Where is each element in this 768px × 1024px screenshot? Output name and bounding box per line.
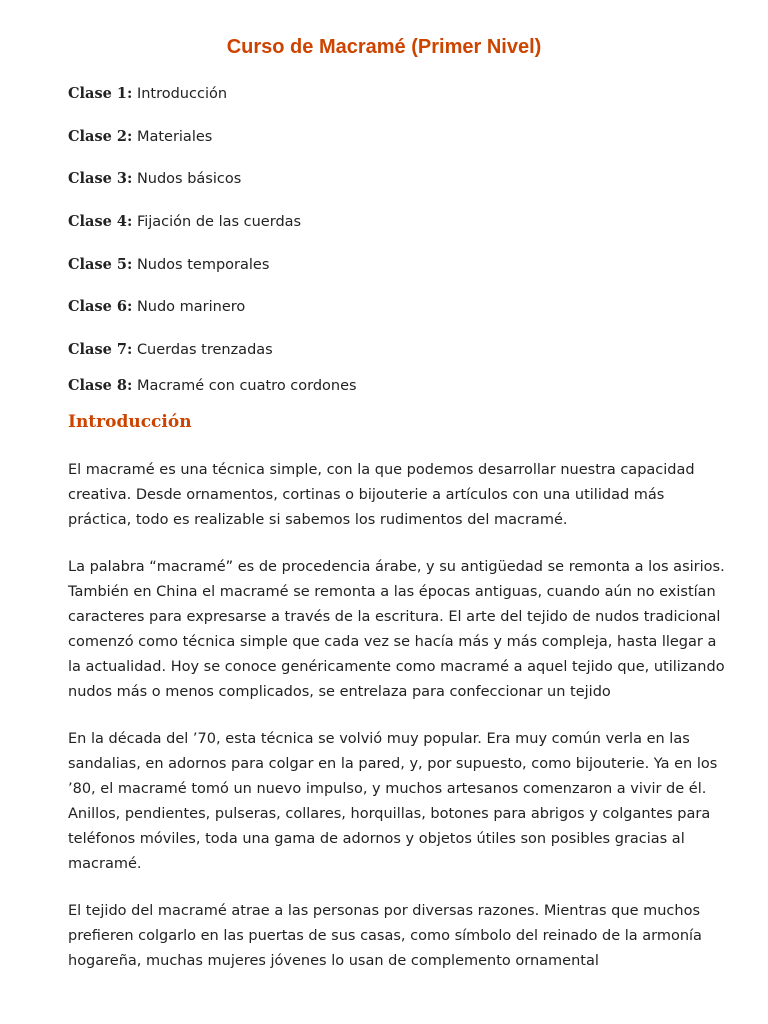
class-label: Clase 3:: [68, 170, 133, 188]
class-label: Clase 7:: [68, 341, 133, 359]
class-topic: Fijación de las cuerdas: [136, 214, 302, 231]
paragraph: En la década del ’70, esta técnica se volvió muy popular. Era muy común verla en las sandalias, en adornos para colgar en la pared, y, por supuesto, como bijouterie. Ya en los ’80, el macramé tomó un nuevo impulso, y muchos artesanos comenzaron a vivir de él. Anillos, pendientes, pulseras, collares, horquillas, botones para abrigos y colgantes para teléfonos móviles, toda una gama de adornos y objetos útiles son posibles gracias al macramé.: [68, 731, 718, 872]
class-item-3: [68, 169, 357, 212]
paragraph: La palabra “macramé” es de procedencia árabe, y su antigüedad se remonta a los asirios. También en China el macramé se remonta a las épocas antiguas, cuando aún no existían caracteres para expresarse a través de la escritura. El arte del tejido de nudos tradicional comenzó como técnica simple que cada vez se hacía más y más compleja, hasta llegar a la actualidad. Hoy se conoce genéricamente como macramé a aquel tejido que, utilizando nudos más o menos complicados, se entrelaza para confeccionar un tejido: [68, 559, 725, 700]
class-topic: Cuerdas trenzadas: [136, 342, 273, 359]
page-title: Curso de Macramé (Primer Nivel): [226, 36, 542, 58]
class-item-2: [68, 127, 357, 170]
class-label: Clase 8:: [68, 377, 133, 395]
class-item-7: [68, 340, 357, 376]
body-text: [68, 458, 728, 996]
class-label: Clase 4:: [68, 213, 133, 231]
class-topic: Nudo marinero: [136, 299, 246, 316]
class-label: Clase 5:: [68, 255, 133, 273]
class-topic: Materiales: [136, 128, 213, 145]
section-heading: Introducción: [68, 412, 192, 432]
class-topic: Macramé con cuatro cordones: [136, 378, 357, 395]
class-label: Clase 6:: [68, 298, 133, 316]
class-list: [68, 84, 357, 396]
class-item-1: [68, 84, 357, 127]
class-item-5: [68, 255, 357, 298]
class-label: Clase 2:: [68, 127, 133, 145]
class-item-6: [68, 297, 357, 340]
class-topic: Nudos básicos: [136, 171, 242, 188]
paragraph: El tejido del macramé atrae a las personas por diversas razones. Mientras que muchos prefieren colgarlo en las puertas de sus casas, como símbolo del reinado de la armonía hogareña, muchas mujeres jóvenes lo usan de complemento ornamental: [68, 903, 702, 969]
class-topic: Nudos temporales: [136, 256, 270, 273]
class-label: Clase 1:: [68, 85, 133, 102]
class-topic: Introducción: [136, 86, 228, 102]
class-item-8: [68, 376, 357, 396]
paragraph: El macramé es una técnica simple, con la que podemos desarrollar nuestra capacidad creativa. Desde ornamentos, cortinas o bijouterie a artículos con una utilidad más práctica, todo es realizable si sabemos los rudimentos del macramé.: [68, 462, 695, 528]
class-item-4: [68, 212, 357, 255]
